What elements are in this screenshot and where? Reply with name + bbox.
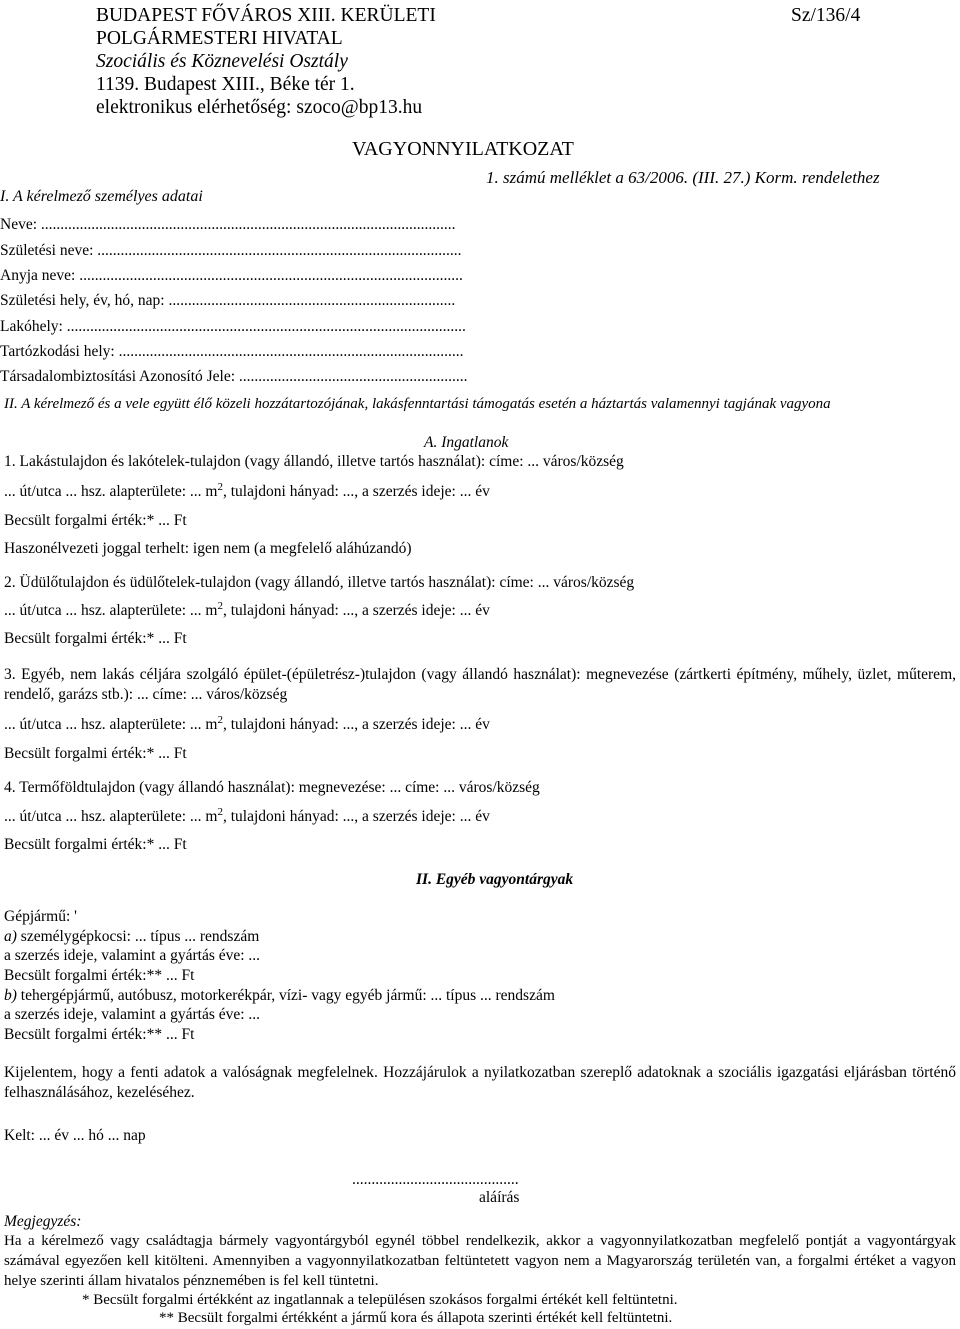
item2-title: 2. Üdülőtulajdon és üdülőtelek-tulajdon (vagy állandó, illetve tartós használat): címe: ... város/község [4, 574, 635, 591]
car-text: személygépkocsi: ... típus ... rendszám [16, 928, 260, 945]
truck-year: a szerzés ideje, valamint a gyártás éve: ... [4, 1006, 261, 1023]
document-subtitle: 1. számú melléklet a 63/2006. (III. 27.) Korm. rendelethez [486, 168, 880, 187]
footnote-single-star: * Becsült forgalmi értékként az ingatlannak a településen szokásos forgalmi értékét kell feltüntetni. [82, 1292, 678, 1308]
form-code: Sz/136/4 [791, 5, 861, 26]
truck-letter: b) [4, 987, 17, 1004]
item3-address-prefix: ... út/utca ... hsz. alapterülete: ... m [4, 716, 218, 733]
document-title: VAGYONNYILATKOZAT [352, 138, 574, 160]
office-name-line2: POLGÁRMESTERI HIVATAL [96, 28, 343, 49]
field-social-security-id: Társadalombiztosítási Azonosító Jele: ........................................................... [0, 368, 468, 385]
truck-line [4, 987, 555, 1005]
real-estate-heading: A. Ingatlanok [424, 434, 509, 451]
item4-address-prefix: ... út/utca ... hsz. alapterülete: ... m [4, 808, 218, 825]
item2-address-prefix: ... út/utca ... hsz. alapterülete: ... m [4, 602, 218, 619]
signature-dots: ........................................... [352, 1171, 519, 1188]
field-name: Neve: ........................................................................................................... [0, 216, 456, 233]
item3-title: 3. Egyéb, nem lakás céljára szolgáló épület-(épületrész-)tulajdon (vagy állandó használat): megnevezése (zártkerti építmény, műhely, üzlet, műterem, rendelő, garázs stb.): ... címe: ... város/község [4, 666, 956, 703]
field-birth-place-date: Születési hely, év, hó, nap: .......................................................................... [0, 292, 456, 309]
office-name-line1: BUDAPEST FŐVÁROS XIII. KERÜLETI [96, 5, 436, 26]
truck-text: tehergépjármű, autóbusz, motorkerékpár, vízi- vagy egyéb jármű: ... típus ... rendszám [16, 987, 555, 1004]
car-year: a szerzés ideje, valamint a gyártás éve: ... [4, 947, 261, 964]
notes-text: Ha a kérelmező vagy családtagja bármely vagyontárgyból egynél többel rendelkezik, akkor a vagyonnyilatkozatban megfelelő pontját a vagyontárgyak számával egyezően kell kitölteni. Amennyiben a vagyonnyilatkozatban feltüntetett vagyon nem a Magyarország területén van, a forgalmi értéket a vagyon helye szerinti állam hivatalos pénznemében is fel kell tüntetni. [4, 1233, 956, 1289]
signature-label: aláírás [479, 1189, 520, 1206]
item4-value: Becsült forgalmi érték:* ... Ft [4, 836, 187, 853]
item1-address-prefix: ... út/utca ... hsz. alapterülete: ... m [4, 483, 218, 500]
item1-usufruct-note: Haszonélvezeti joggal terhelt: igen nem (a megfelelő aláhúzandó) [4, 540, 412, 557]
item3-value: Becsült forgalmi érték:* ... Ft [4, 745, 187, 762]
personal-section-heading: I. A kérelmező személyes adatai [0, 188, 203, 205]
item4-address-suffix: , tulajdoni hányad: ..., a szerzés ideje: ... év [223, 808, 490, 825]
item3-address-suffix: , tulajdoni hányad: ..., a szerzés ideje: ... év [223, 716, 490, 733]
item4-address-line [4, 805, 490, 826]
other-assets-heading: II. Egyéb vagyontárgyak [416, 871, 574, 888]
item4-title: 4. Termőföldtulajdon (vagy állandó használat): megnevezése: ... címe: ... város/község [4, 779, 540, 796]
car-letter: a) [4, 928, 17, 945]
department-name: Szociális és Köznevelési Osztály [96, 51, 348, 72]
field-birth-name: Születési neve: .............................................................................................. [0, 242, 462, 259]
car-value: Becsült forgalmi érték:** ... Ft [4, 967, 195, 984]
item4-square-superscript: 2 [217, 805, 223, 818]
notes-label: Megjegyzés: [4, 1213, 82, 1230]
item2-address-suffix: , tulajdoni hányad: ..., a szerzés ideje: ... év [223, 602, 490, 619]
vehicle-label: Gépjármű: ' [4, 908, 77, 925]
declaration-text: Kijelentem, hogy a fenti adatok a valóságnak megfelelnek. Hozzájárulok a nyilatkozatban szereplő adatoknak a szociális igazgatási eljárásban történő felhasználásához, kezeléséhez. [4, 1064, 956, 1101]
office-email: elektronikus elérhetőség: szoco@bp13.hu [96, 97, 423, 118]
item1-square-superscript: 2 [217, 480, 223, 493]
item3-square-superscript: 2 [217, 713, 223, 726]
footnote-double-star: ** Becsült forgalmi értékként a jármű kora és állapota szerinti értékét kell feltüntetni. [159, 1310, 673, 1326]
item2-value: Becsült forgalmi érték:* ... Ft [4, 630, 187, 647]
item1-address-suffix: , tulajdoni hányad: ..., a szerzés ideje: ... év [223, 483, 490, 500]
truck-value: Becsült forgalmi érték:** ... Ft [4, 1026, 195, 1043]
item1-address-line [4, 480, 490, 501]
item1-value: Becsült forgalmi érték:* ... Ft [4, 512, 187, 529]
date-line: Kelt: ... év ... hó ... nap [4, 1127, 146, 1144]
item2-address-line [4, 599, 490, 620]
assets-intro: II. A kérelmező és a vele együtt élő közeli hozzátartozójának, lakásfenntartási támogatás esetén a háztartás valamennyi tagjának vagyona [4, 396, 831, 412]
field-residence: Lakóhely: ....................................................................................................... [0, 318, 466, 335]
item2-square-superscript: 2 [217, 599, 223, 612]
car-line [4, 928, 259, 946]
field-mother-name: Anyja neve: ................................................................................................... [0, 267, 463, 284]
office-address: 1139. Budapest XIII., Béke tér 1. [96, 74, 355, 95]
item1-title: 1. Lakástulajdon és lakótelek-tulajdon (vagy állandó, illetve tartós használat): címe: ... város/község [4, 453, 624, 470]
field-stay-place: Tartózkodási hely: ......................................................................................... [0, 343, 464, 360]
item3-address-line [4, 713, 490, 734]
